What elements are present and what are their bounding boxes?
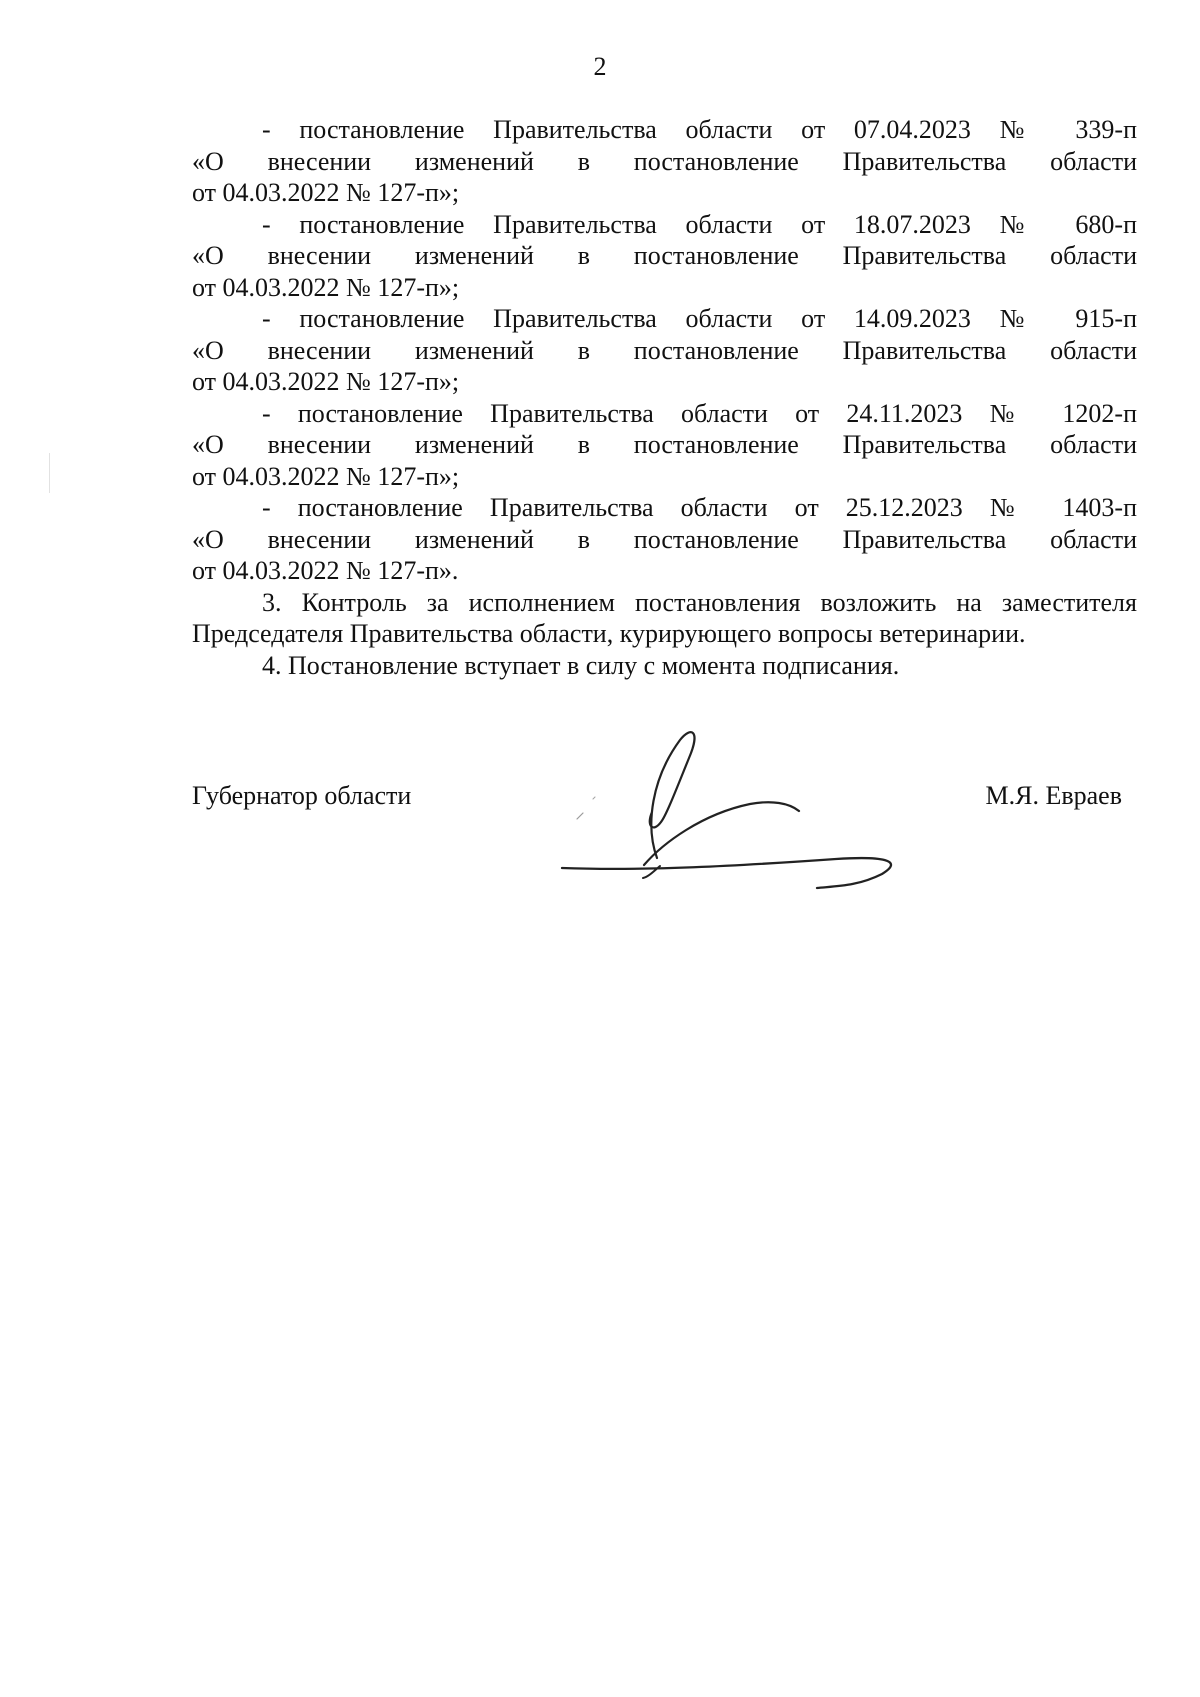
amendment-line: от 04.03.2022 № 127-п»; bbox=[192, 272, 460, 302]
amendment-line: от 04.03.2022 № 127-п»; bbox=[192, 367, 460, 396]
amendment-item-3 bbox=[192, 303, 1137, 398]
amendment-line: «О внесении изменений в постановление Правительства области bbox=[192, 430, 1137, 459]
amendment-line: - постановление Правительства области от 14.09.2023 № 915-п bbox=[262, 304, 1137, 333]
amendment-line: «О внесении изменений в постановление Правительства области bbox=[192, 335, 1137, 365]
amendment-line: «О внесении изменений в постановление Правительства области bbox=[192, 241, 1137, 270]
amendment-line: от 04.03.2022 № 127-п»; bbox=[192, 178, 460, 207]
signer-name: М.Я. Евраев bbox=[985, 781, 1122, 810]
amendment-line: - постановление Правительства области от 07.04.2023 № 339-п bbox=[262, 115, 1137, 144]
paragraph-line: Председателя Правительства области, курирующего вопросы ветеринарии. bbox=[192, 619, 1026, 648]
signature-block bbox=[192, 780, 1137, 940]
amendment-line: «О внесении изменений в постановление Правительства области bbox=[192, 524, 1137, 554]
paragraph-control bbox=[192, 587, 1137, 650]
handwritten-signature bbox=[552, 720, 912, 910]
amendment-line: от 04.03.2022 № 127-п»; bbox=[192, 461, 460, 491]
page-number: 2 bbox=[593, 52, 607, 81]
paragraph-effective-date bbox=[192, 650, 1137, 682]
amendment-line: - постановление Правительства области от 25.12.2023 № 1403-п bbox=[262, 493, 1137, 522]
signer-title: Губернатор области bbox=[192, 781, 412, 810]
scan-margin-mark bbox=[49, 453, 50, 493]
paragraph-line: 3. Контроль за исполнением постановления возложить на заместителя bbox=[262, 587, 1137, 617]
amendment-line: от 04.03.2022 № 127-п». bbox=[192, 556, 459, 585]
amendment-line: - постановление Правительства области от 24.11.2023 № 1202-п bbox=[262, 398, 1137, 428]
amendment-item-5 bbox=[192, 492, 1137, 587]
amendment-item-4 bbox=[192, 398, 1137, 493]
amendment-line: «О внесении изменений в постановление Правительства области bbox=[192, 146, 1137, 176]
amendment-item-1 bbox=[192, 114, 1137, 209]
amendment-line: - постановление Правительства области от 18.07.2023 № 680-п bbox=[262, 209, 1137, 239]
document-body bbox=[192, 114, 1137, 681]
paragraph-line: 4. Постановление вступает в силу с момента подписания. bbox=[262, 650, 900, 680]
amendment-item-2 bbox=[192, 209, 1137, 304]
